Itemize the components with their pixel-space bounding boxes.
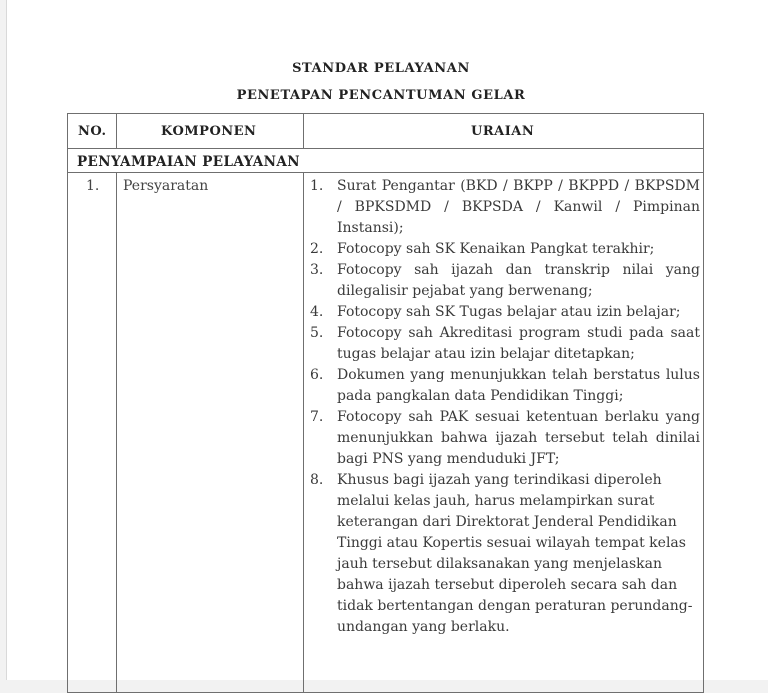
column-divider-no: [116, 172, 117, 692]
header-no: NO.: [78, 124, 107, 139]
section-divider: [67, 172, 704, 173]
document-title: STANDAR PELAYANAN: [292, 61, 470, 76]
document-subtitle: PENETAPAN PENCANTUMAN GELAR: [236, 88, 526, 103]
item-text: Khusus bagi ijazah yang terindikasi diperoleh melalui kelas jauh, harus melampirkan surat keterangan dari Direktorat Jenderal Pendidikan Tinggi atau Kopertis sesuai wilayah tempat kelas jauh tersebut dilaksanakan yang menjelaskan bahwa ijazah tersebut diperoleh secara sah dan tidak bertentangan dengan peraturan perundang-undangan yang berlaku.: [337, 472, 693, 635]
item-number: 7.: [310, 409, 324, 425]
requirements-list: [310, 176, 700, 638]
item-text: Fotocopy sah SK Kenaikan Pangkat terakhir;: [337, 241, 655, 257]
item-number: 4.: [310, 304, 324, 320]
item-number: 2.: [310, 241, 324, 257]
item-text: Fotocopy sah PAK sesuai ketentuan berlaku yang menunjukkan bahwa ijazah tersebut telah dinilai bagi PNS yang menduduki JFT;: [337, 409, 700, 467]
item-number: 5.: [310, 325, 324, 341]
list-item: [310, 302, 700, 323]
item-number: 1.: [310, 178, 324, 194]
header-komponen: KOMPONEN: [161, 124, 257, 139]
item-text: Fotocopy sah ijazah dan transkrip nilai yang dilegalisir pejabat yang berwenang;: [337, 262, 700, 299]
header-uraian: URAIAN: [471, 124, 535, 139]
list-item: [310, 260, 700, 302]
row-number: 1.: [86, 178, 100, 194]
section-title: PENYAMPAIAN PELAYANAN: [77, 154, 300, 170]
row-component: Persyaratan: [123, 178, 209, 194]
list-item: [310, 365, 700, 407]
column-divider-no-header: [116, 113, 117, 148]
item-text: Dokumen yang menunjukkan telah berstatus lulus pada pangkalan data Pendidikan Tinggi;: [337, 367, 700, 404]
item-number: 8.: [310, 472, 324, 488]
column-divider-komponen-header: [303, 113, 304, 148]
list-item: [310, 407, 700, 470]
header-divider: [67, 148, 704, 149]
list-item: [310, 470, 700, 638]
item-number: 6.: [310, 367, 324, 383]
list-item: [310, 176, 700, 239]
item-number: 3.: [310, 262, 324, 278]
list-item: [310, 323, 700, 365]
item-text: Surat Pengantar (BKD / BKPP / BKPPD / BKPSDM / BPKSDMD / BKPSDA / Kanwil / Pimpinan Instansi);: [337, 178, 700, 236]
list-item: [310, 239, 700, 260]
column-divider-komponen: [303, 172, 304, 692]
item-text: Fotocopy sah Akreditasi program studi pada saat tugas belajar atau izin belajar ditetapkan;: [337, 325, 700, 362]
item-text: Fotocopy sah SK Tugas belajar atau izin belajar;: [337, 304, 681, 320]
